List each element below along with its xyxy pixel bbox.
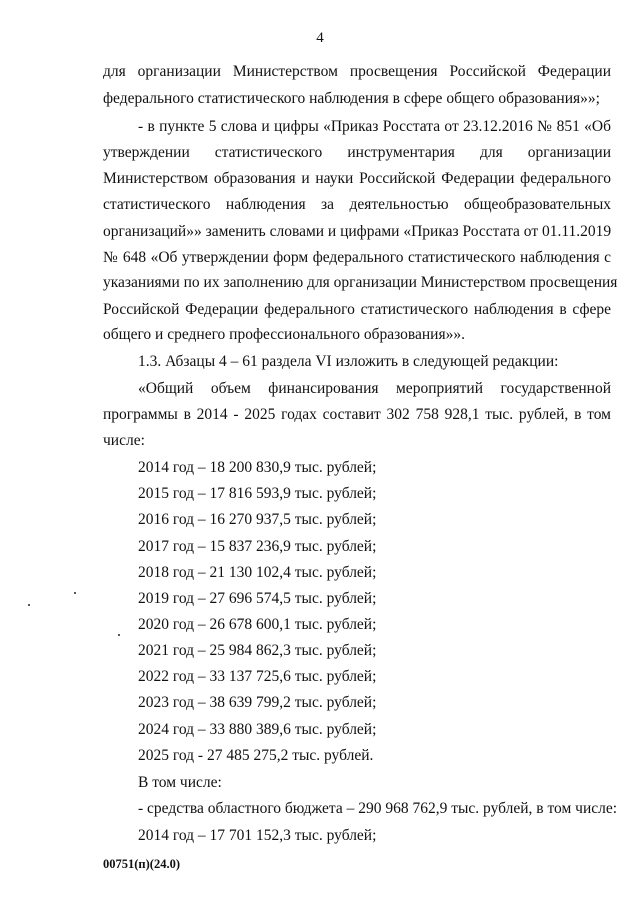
text-line: Российской Федерации федерального статистического наблюдения в сфере [103,301,611,318]
footer-document-code: 00751(п)(24.0) [103,857,180,871]
year-amount-line: 2020 год – 26 678 600,1 тыс. рублей; [138,616,377,633]
text-line: Министерством образования и науки Российской Федерации федерального [103,170,611,187]
text-line: - в пункте 5 слова и цифры «Приказ Росстата от 23.12.2016 № 851 «Об [138,118,611,135]
year-amount-line: 2023 год – 38 639 799,2 тыс. рублей; [138,694,377,711]
text-line: числе: [103,432,145,449]
text-line: № 648 «Об утверждении форм федерального статистического наблюдения с [103,249,611,266]
scan-speck [28,604,30,606]
scan-speck [74,592,76,594]
text-line: статистического наблюдения за деятельностью общеобразовательных [103,196,611,213]
year-amount-line: 2017 год – 15 837 236,9 тыс. рублей; [138,538,377,555]
year-amount-line: 2016 год – 16 270 937,5 тыс. рублей; [138,511,377,528]
text-line: для организации Министерством просвещения Российской Федерации [103,63,611,80]
scan-speck [118,634,120,636]
year-amount-line: 2014 год – 17 701 152,3 тыс. рублей; [138,827,377,844]
year-amount-line: 2019 год – 27 696 574,5 тыс. рублей; [138,590,377,607]
text-line: указаниями по их заполнению для организации Министерством просвещения [103,274,618,291]
text-line: общего и среднего профессионального образования»». [103,326,465,343]
text-line: программы в 2014 - 2025 годах составит 302 758 928,1 тыс. рублей, в том [103,406,611,423]
text-line: федерального статистического наблюдения в сфере общего образования»»; [103,90,600,107]
text-line: - средства областного бюджета – 290 968 762,9 тыс. рублей, в том числе: [138,800,618,817]
text-line: В том числе: [138,774,222,791]
text-line: 1.3. Абзацы 4 – 61 раздела VI изложить в следующей редакции: [138,353,559,370]
year-amount-line: 2022 год – 33 137 725,6 тыс. рублей; [138,668,377,685]
year-amount-line: 2025 год - 27 485 275,2 тыс. рублей. [138,747,374,764]
year-amount-line: 2018 год – 21 130 102,4 тыс. рублей; [138,564,377,581]
year-amount-line: 2014 год – 18 200 830,9 тыс. рублей; [138,459,377,476]
year-amount-line: 2015 год – 17 816 593,9 тыс. рублей; [138,485,377,502]
text-line: «Общий объем финансирования мероприятий государственной [138,380,611,397]
text-line: организаций»» заменить словами и цифрами «Приказ Росстата от 01.11.2019 [103,223,612,240]
page-number: 4 [316,30,324,46]
year-amount-line: 2021 год – 25 984 862,3 тыс. рублей; [138,642,377,659]
year-amount-line: 2024 год – 33 880 389,6 тыс. рублей; [138,721,377,738]
text-line: утверждении статистического инструментария для организации [103,144,611,161]
